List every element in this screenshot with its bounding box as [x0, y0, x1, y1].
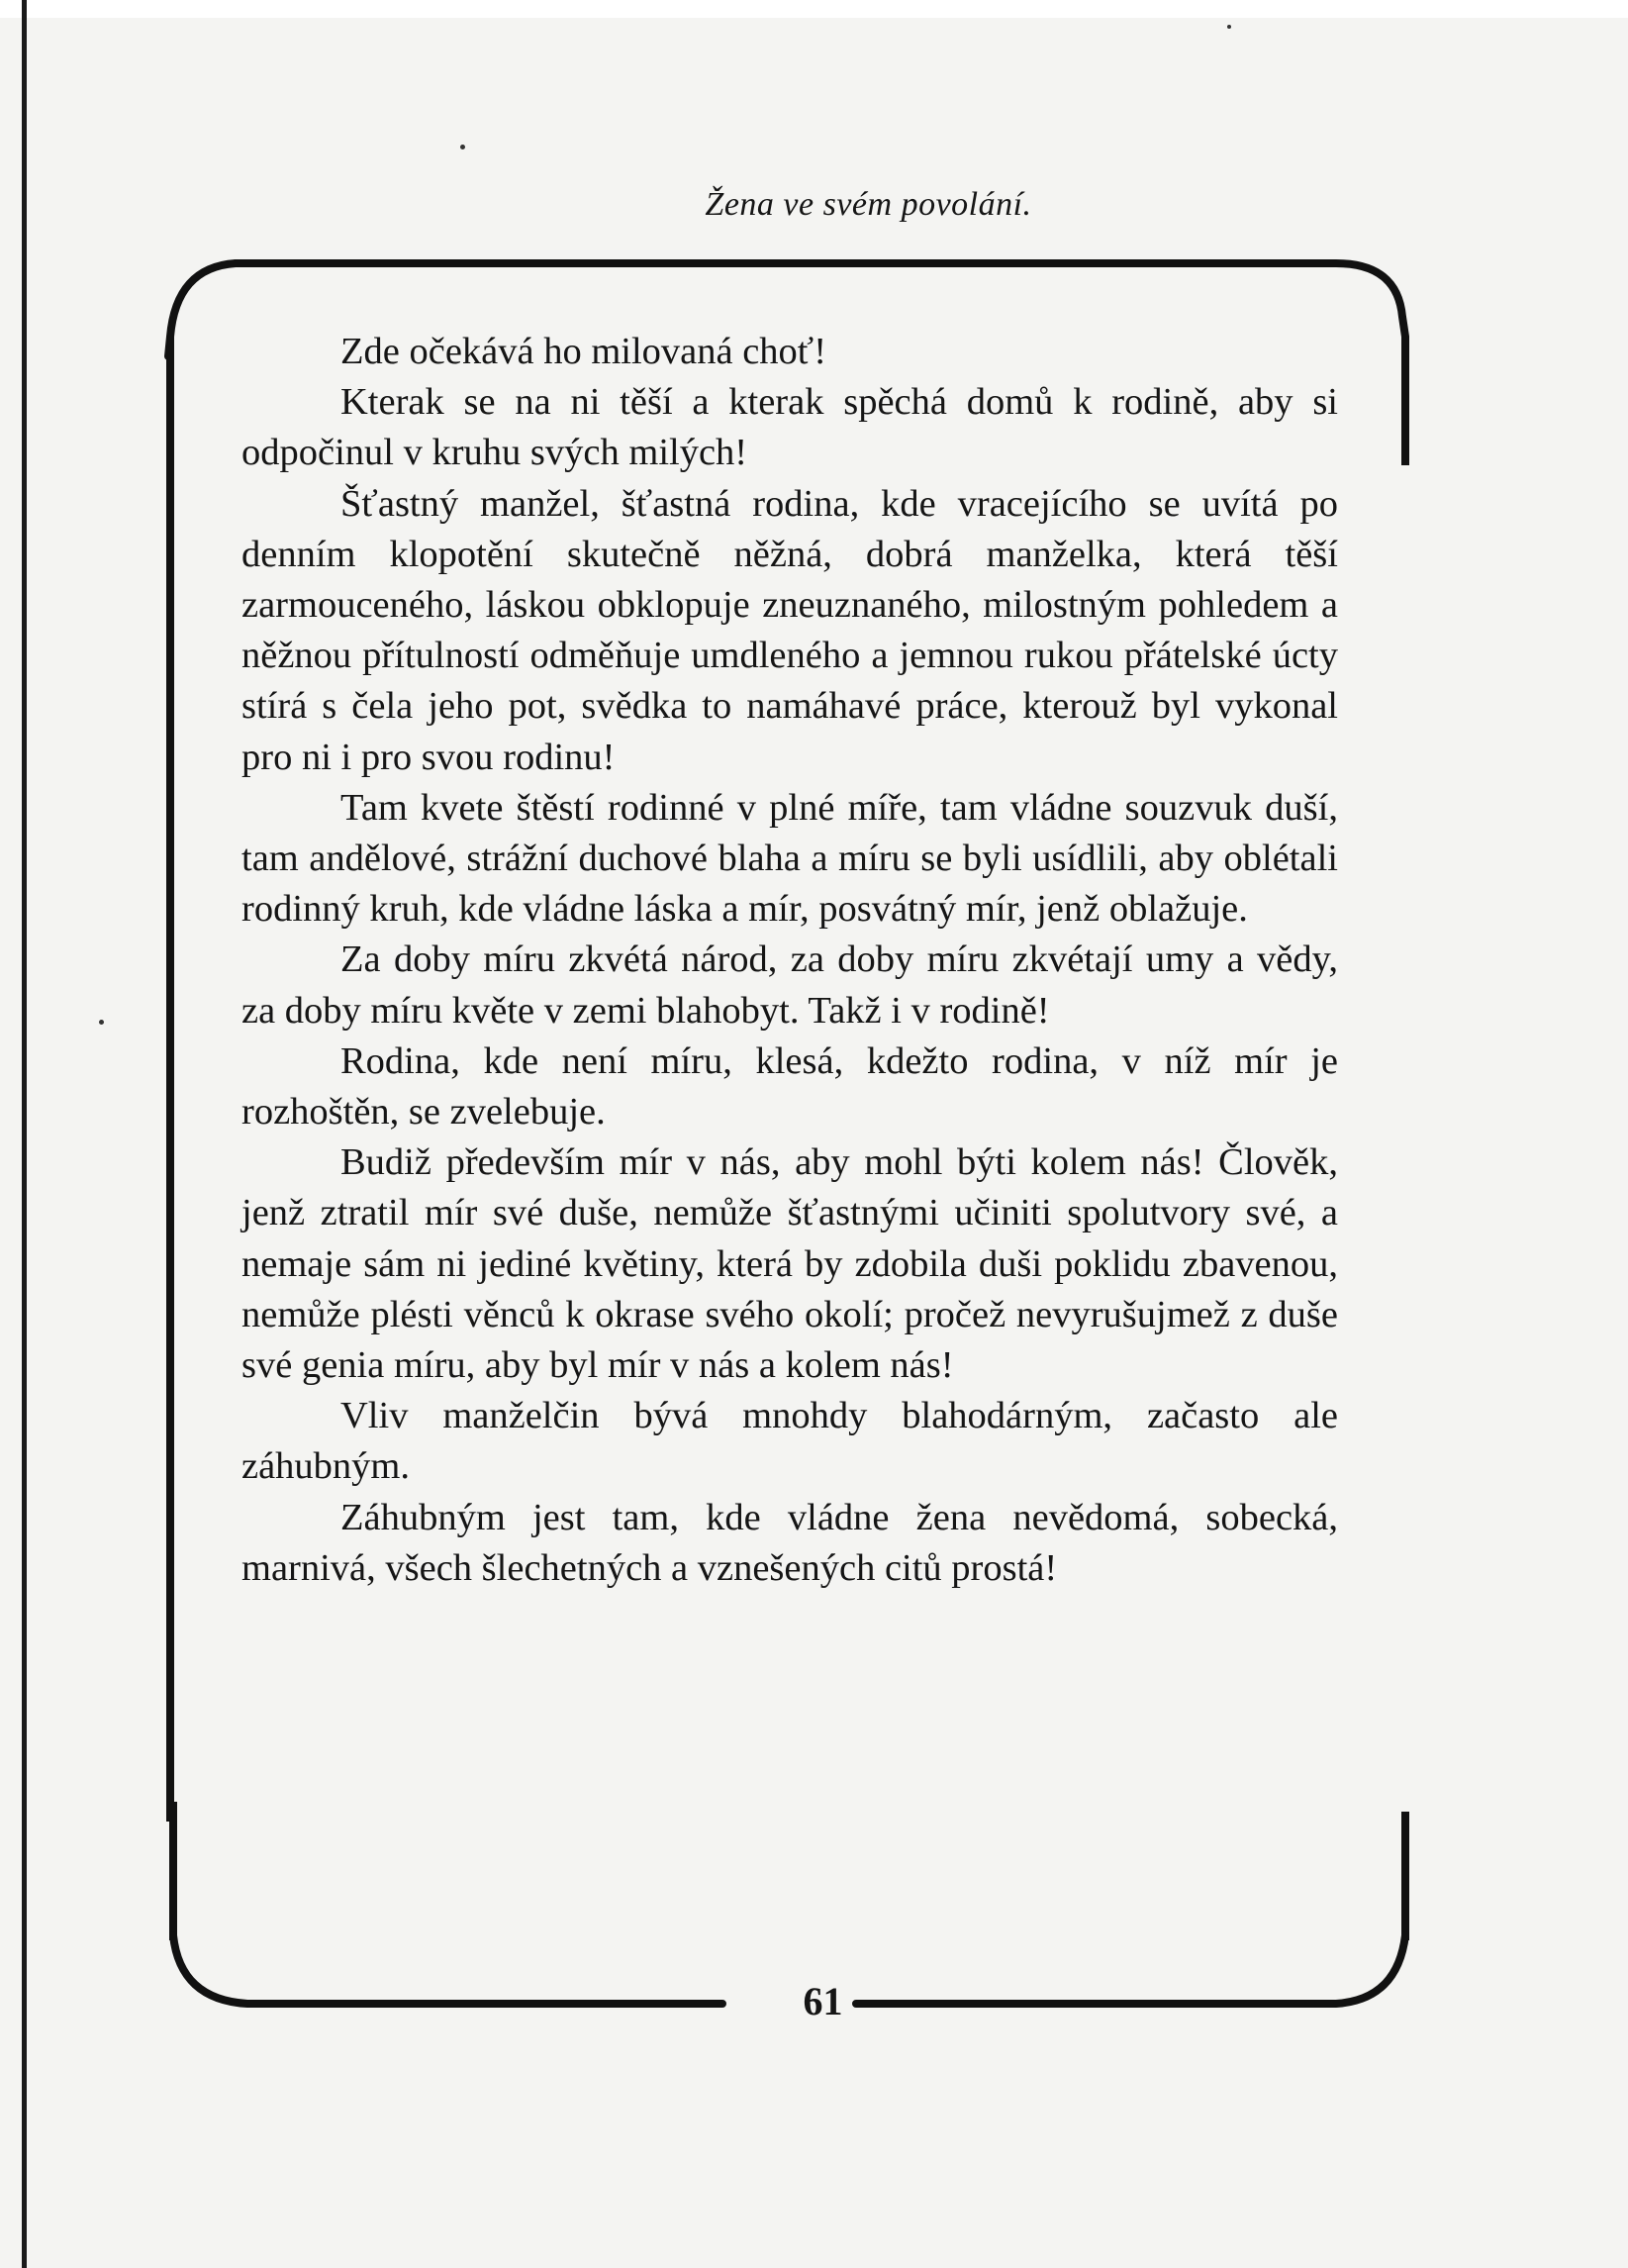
paragraph: Za doby míru zkvétá národ, za doby míru zkvétají umy a vědy, za doby míru květe v zemi blahobyt. Takž i v rodině! — [241, 938, 1338, 1032]
paragraph: Kterak se na ni těší a kterak spěchá domů k rodině, aby si odpočinul v kruhu svých milých! — [241, 381, 1338, 474]
scan-speck — [460, 145, 465, 149]
page-number: 61 — [803, 1979, 843, 2023]
paragraph: Šťastný manžel, šťastná rodina, kde vracejícího se uvítá po denním klopotění skutečně něžná, dobrá manželka, která těší zarmouceného, láskou obklopuje zneuznaného, milostným pohledem a něžnou přítulností odměňuje umdleného a jemnou rukou přátelské úcty stírá s čela jeho pot, svědka to namáhavé práce, kterouž byl vykonal pro ni i pro svou rodinu! — [241, 482, 1338, 778]
scan-speck — [1227, 25, 1231, 29]
scan-speck — [99, 1020, 104, 1025]
body-text — [241, 327, 1338, 1594]
paragraph: Budiž především mír v nás, aby mohl býti kolem nás! Člověk, jenž ztratil mír své duše, nemůže šťastnými učiniti spolutvory své, a nemaje sám ni jediné květiny, která by zdobila duši poklidu zbavenou, nemůže plésti věnců k okrase svého okolí; pročež nevyrušujmež z duše své genia míru, aby byl mír v nás a kolem nás! — [241, 1141, 1338, 1387]
paragraph: Vliv manželčin bývá mnohdy blahodárným, začasto ale záhubným. — [241, 1395, 1338, 1488]
running-title: Žena ve svém povolání. — [705, 186, 1032, 223]
paragraph: Zde očekává ho milovaná choť! — [340, 331, 827, 372]
paragraph: Rodina, kde není míru, klesá, kdežto rodina, v níž mír je rozhoštěn, se zvelebuje. — [241, 1039, 1338, 1134]
paragraph: Záhubným jest tam, kde vládne žena nevědomá, sobecká, marnivá, všech šlechetných a vznešených citů prostá! — [241, 1496, 1338, 1589]
paragraph: Tam kvete štěstí rodinné v plné míře, tam vládne souzvuk duší, tam andělové, strážní duchové blaha a míru se byli usídlili, aby oblétali rodinný kruh, kde vládne láska a mír, posvátný mír, jenž oblažuje. — [241, 786, 1338, 931]
